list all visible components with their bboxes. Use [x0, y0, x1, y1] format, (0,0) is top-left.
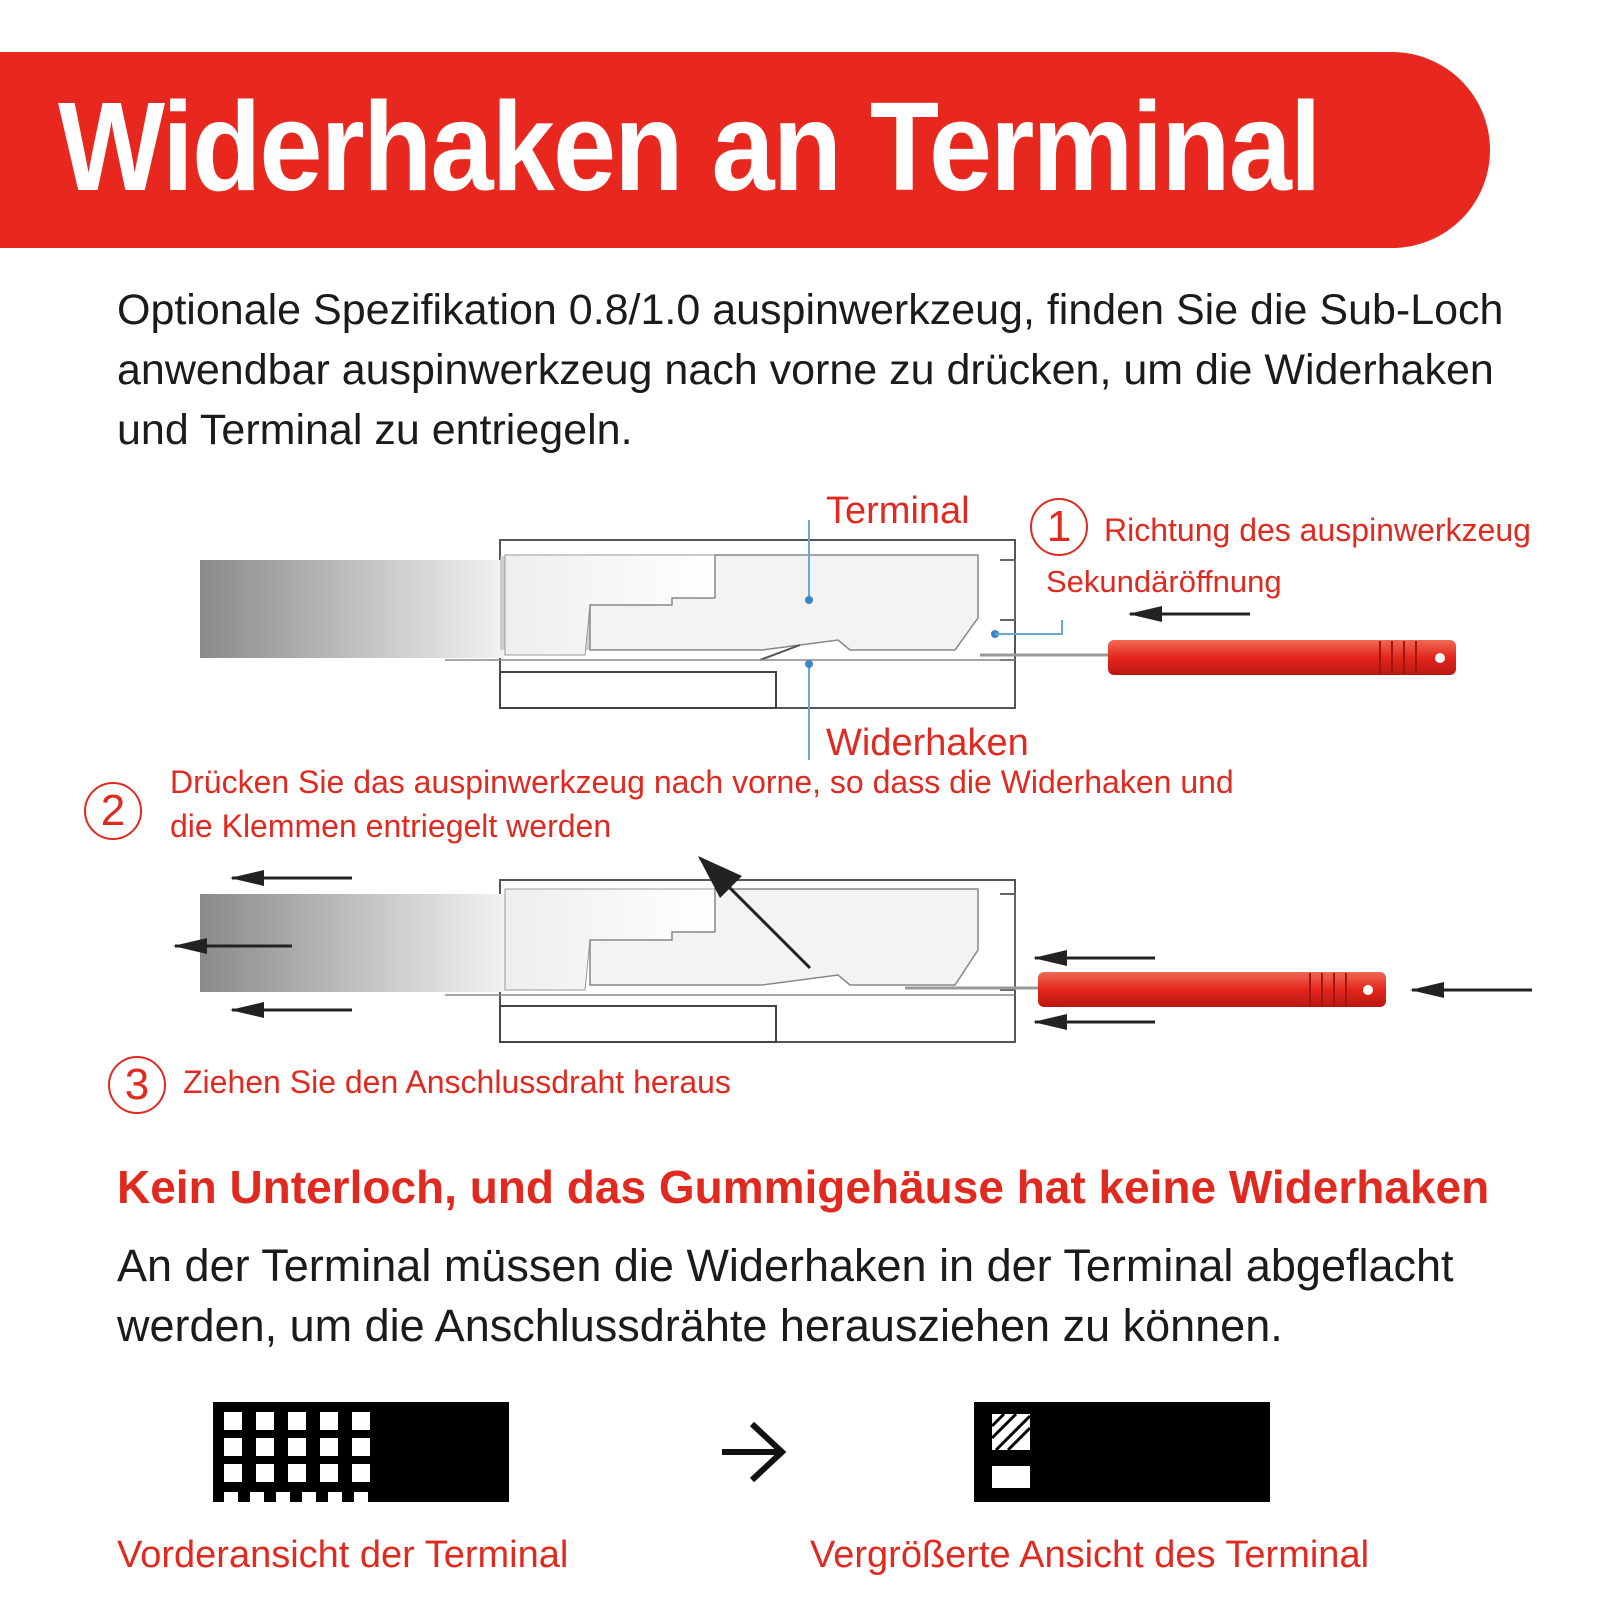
terminal-front-view	[213, 1402, 509, 1502]
step-3-badge: 3	[108, 1056, 166, 1114]
caption-front-view: Vorderansicht der Terminal	[117, 1534, 569, 1576]
wire	[200, 560, 505, 658]
connector-diagram-2	[173, 856, 1532, 1042]
label-widerhaken: Widerhaken	[826, 722, 1029, 764]
section-heading: Kein Unterloch, und das Gummigehäuse hat keine Widerhaken	[117, 1161, 1490, 1213]
step-1-text: Richtung des auspinwerkzeug	[1104, 512, 1531, 548]
section-paragraph: An der Terminal müssen die Widerhaken in der Terminal abgeflacht werden, um die Anschlussdrähte herausziehen zu können.	[117, 1240, 1454, 1351]
step-2-text-line1: Drücken Sie das auspinwerkzeug nach vorne, so dass die Widerhaken und	[170, 764, 1234, 800]
step-3-text: Ziehen Sie den Anschlussdraht heraus	[183, 1064, 731, 1100]
label-terminal: Terminal	[826, 490, 970, 532]
arrow-right-icon	[722, 1424, 782, 1480]
step-2-badge: 2	[84, 782, 142, 840]
intro-paragraph: Optionale Spezifikation 0.8/1.0 auspinwerkzeug, finden Sie die Sub-Loch anwendbar auspinwerkzeug nach vorne zu drücken, um die Widerhaken und Terminal zu entriegeln.	[117, 286, 1504, 454]
housing-bottom-block	[500, 672, 776, 708]
wire	[200, 894, 505, 992]
step-2-text-line2: die Klemmen entriegelt werden	[170, 808, 612, 844]
caption-enlarged-view: Vergrößerte Ansicht des Terminal	[810, 1534, 1370, 1576]
page-title: Widerhaken an Terminal	[58, 76, 1320, 217]
label-sekundaeroeffnung: Sekundäröffnung	[1046, 564, 1282, 599]
terminal-enlarged-view	[974, 1402, 1270, 1502]
housing-bottom-block	[500, 1006, 776, 1042]
step-1-badge: 1	[1030, 498, 1088, 556]
